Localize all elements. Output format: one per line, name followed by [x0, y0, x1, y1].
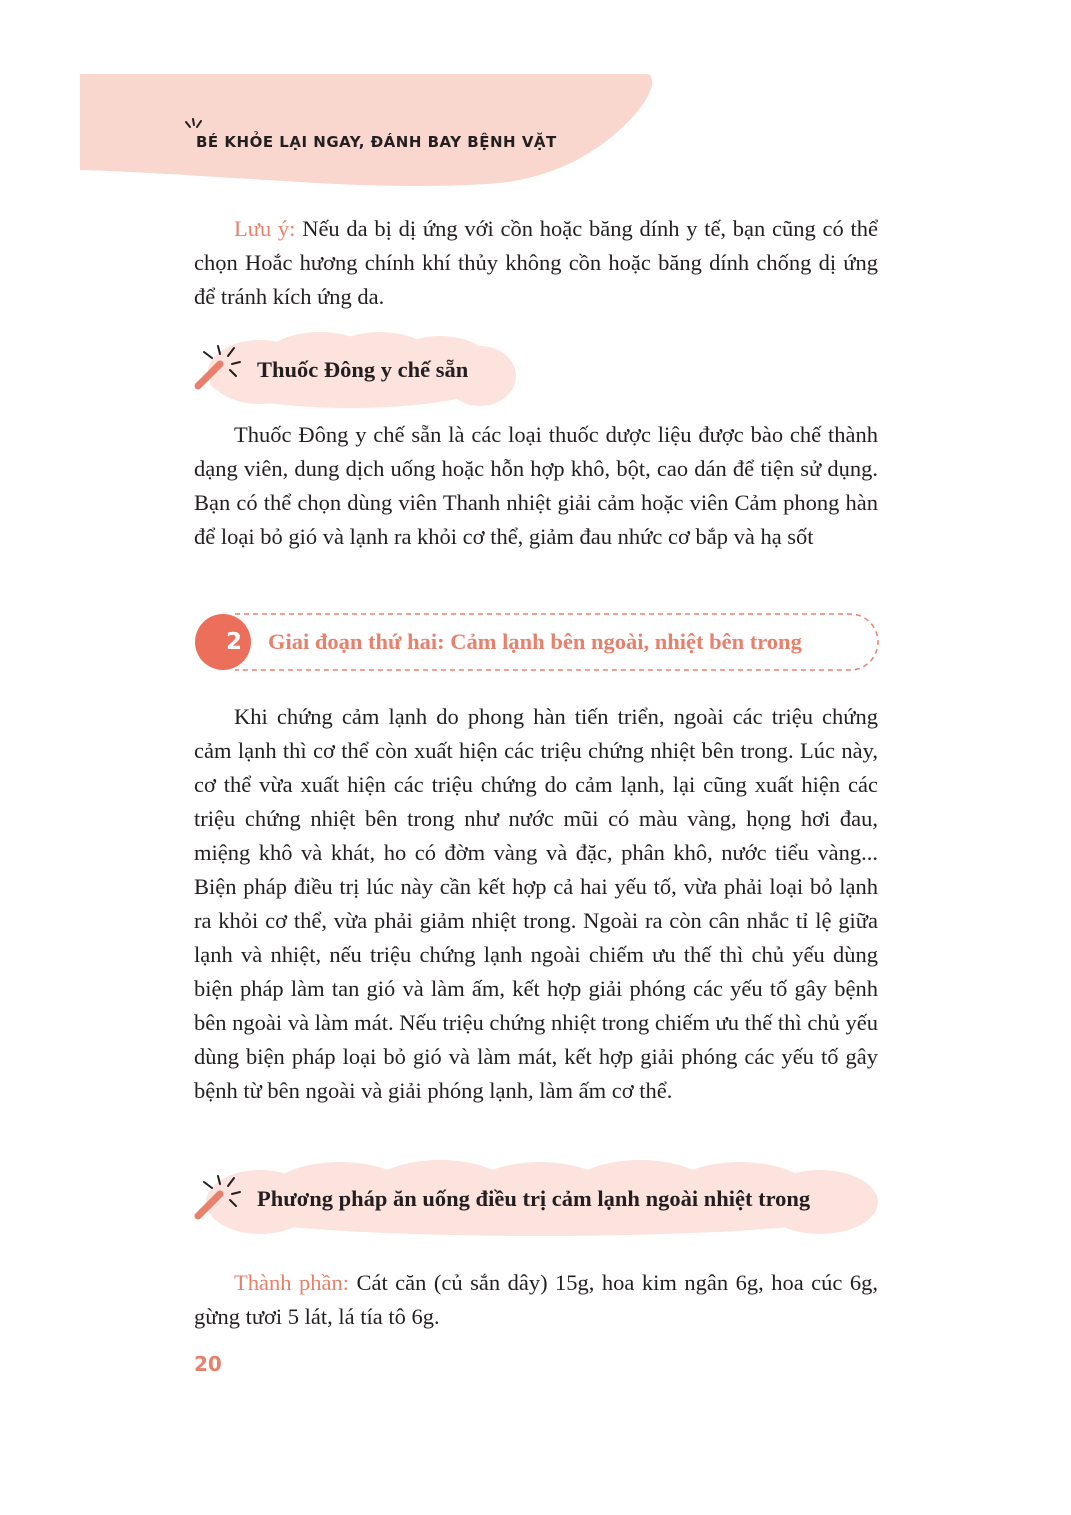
- note-label: Lưu ý:: [234, 216, 296, 241]
- stage-title: Giai đoạn thứ hai: Cảm lạnh bên ngoài, nhiệt bên trong: [268, 629, 802, 654]
- section-heading-ready-medicine: Thuốc Đông y chế sẵn: [257, 357, 469, 382]
- stage-paragraph: Khi chứng cảm lạnh do phong hàn tiến triển, ngoài các triệu chứng cảm lạnh thì cơ thể còn xuất hiện các triệu chứng nhiệt bên trong. Lúc này, cơ thể vừa xuất hiện các triệu chứng do cảm lạnh, lại cũng xuất hiện các triệu chứng nhiệt bên trong như nước mũi có màu vàng, họng hơi đau, miệng khô và khát, ho có đờm vàng và đặc, phân khô, nước tiểu vàng... Biện pháp điều trị lúc này cần kết hợp cả hai yếu tố, vừa phải loại bỏ lạnh ra khỏi cơ thể, vừa phải giảm nhiệt trong. Ngoài ra còn cân nhắc tỉ lệ giữa lạnh và nhiệt, nếu triệu chứng lạnh ngoài chiếm ưu thế thì chủ yếu dùng biện pháp làm tan gió và làm ấm, kết hợp giải phóng các yếu tố gây bệnh bên ngoài và làm mát. Nếu triệu chứng nhiệt trong chiếm ưu thế thì chủ yếu dùng biện pháp loại bỏ gió và làm mát, kết hợp giải phóng các yếu tố gây bệnh từ bên ngoài và giải phóng lạnh, làm ấm cơ thể.: [194, 704, 878, 1103]
- magic-wand-icon: [190, 1170, 244, 1222]
- ingredients-text: Cát căn (củ sắn dây) 15g, hoa kim ngân 6g, hoa cúc 6g, gừng tươi 5 lát, lá tía tô 6g.: [194, 1270, 879, 1329]
- ingredients-label: Thành phần:: [234, 1270, 349, 1295]
- stage-number-badge: 2: [225, 629, 242, 655]
- section-heading-diet: Phương pháp ăn uống điều trị cảm lạnh ngoài nhiệt trong: [257, 1186, 811, 1211]
- ingredients-paragraph: [194, 1266, 878, 1334]
- magic-wand-icon: [190, 340, 244, 392]
- note-text: Nếu da bị dị ứng với cồn hoặc băng dính y tế, bạn cũng có thể chọn Hoắc hương chính khí thủy không cồn hoặc băng dính chống dị ứng để tránh kích ứng da.: [194, 216, 879, 309]
- ready-medicine-paragraph: Thuốc Đông y chế sẵn là các loại thuốc dược liệu được bào chế thành dạng viên, dung dịch uống hoặc hỗn hợp khô, bột, cao dán để tiện sử dụng. Bạn có thể chọn dùng viên Thanh nhiệt giải cảm hoặc viên Cảm phong hàn để loại bỏ gió và lạnh ra khỏi cơ thể, giảm đau nhức cơ bắp và hạ sốt: [194, 422, 878, 549]
- note-paragraph: [194, 212, 878, 314]
- running-title: BÉ KHỎE LẠI NGAY, ĐÁNH BAY BỆNH VẶT: [196, 133, 557, 151]
- header-banner: [0, 0, 1071, 200]
- page-number: 20: [194, 1352, 222, 1376]
